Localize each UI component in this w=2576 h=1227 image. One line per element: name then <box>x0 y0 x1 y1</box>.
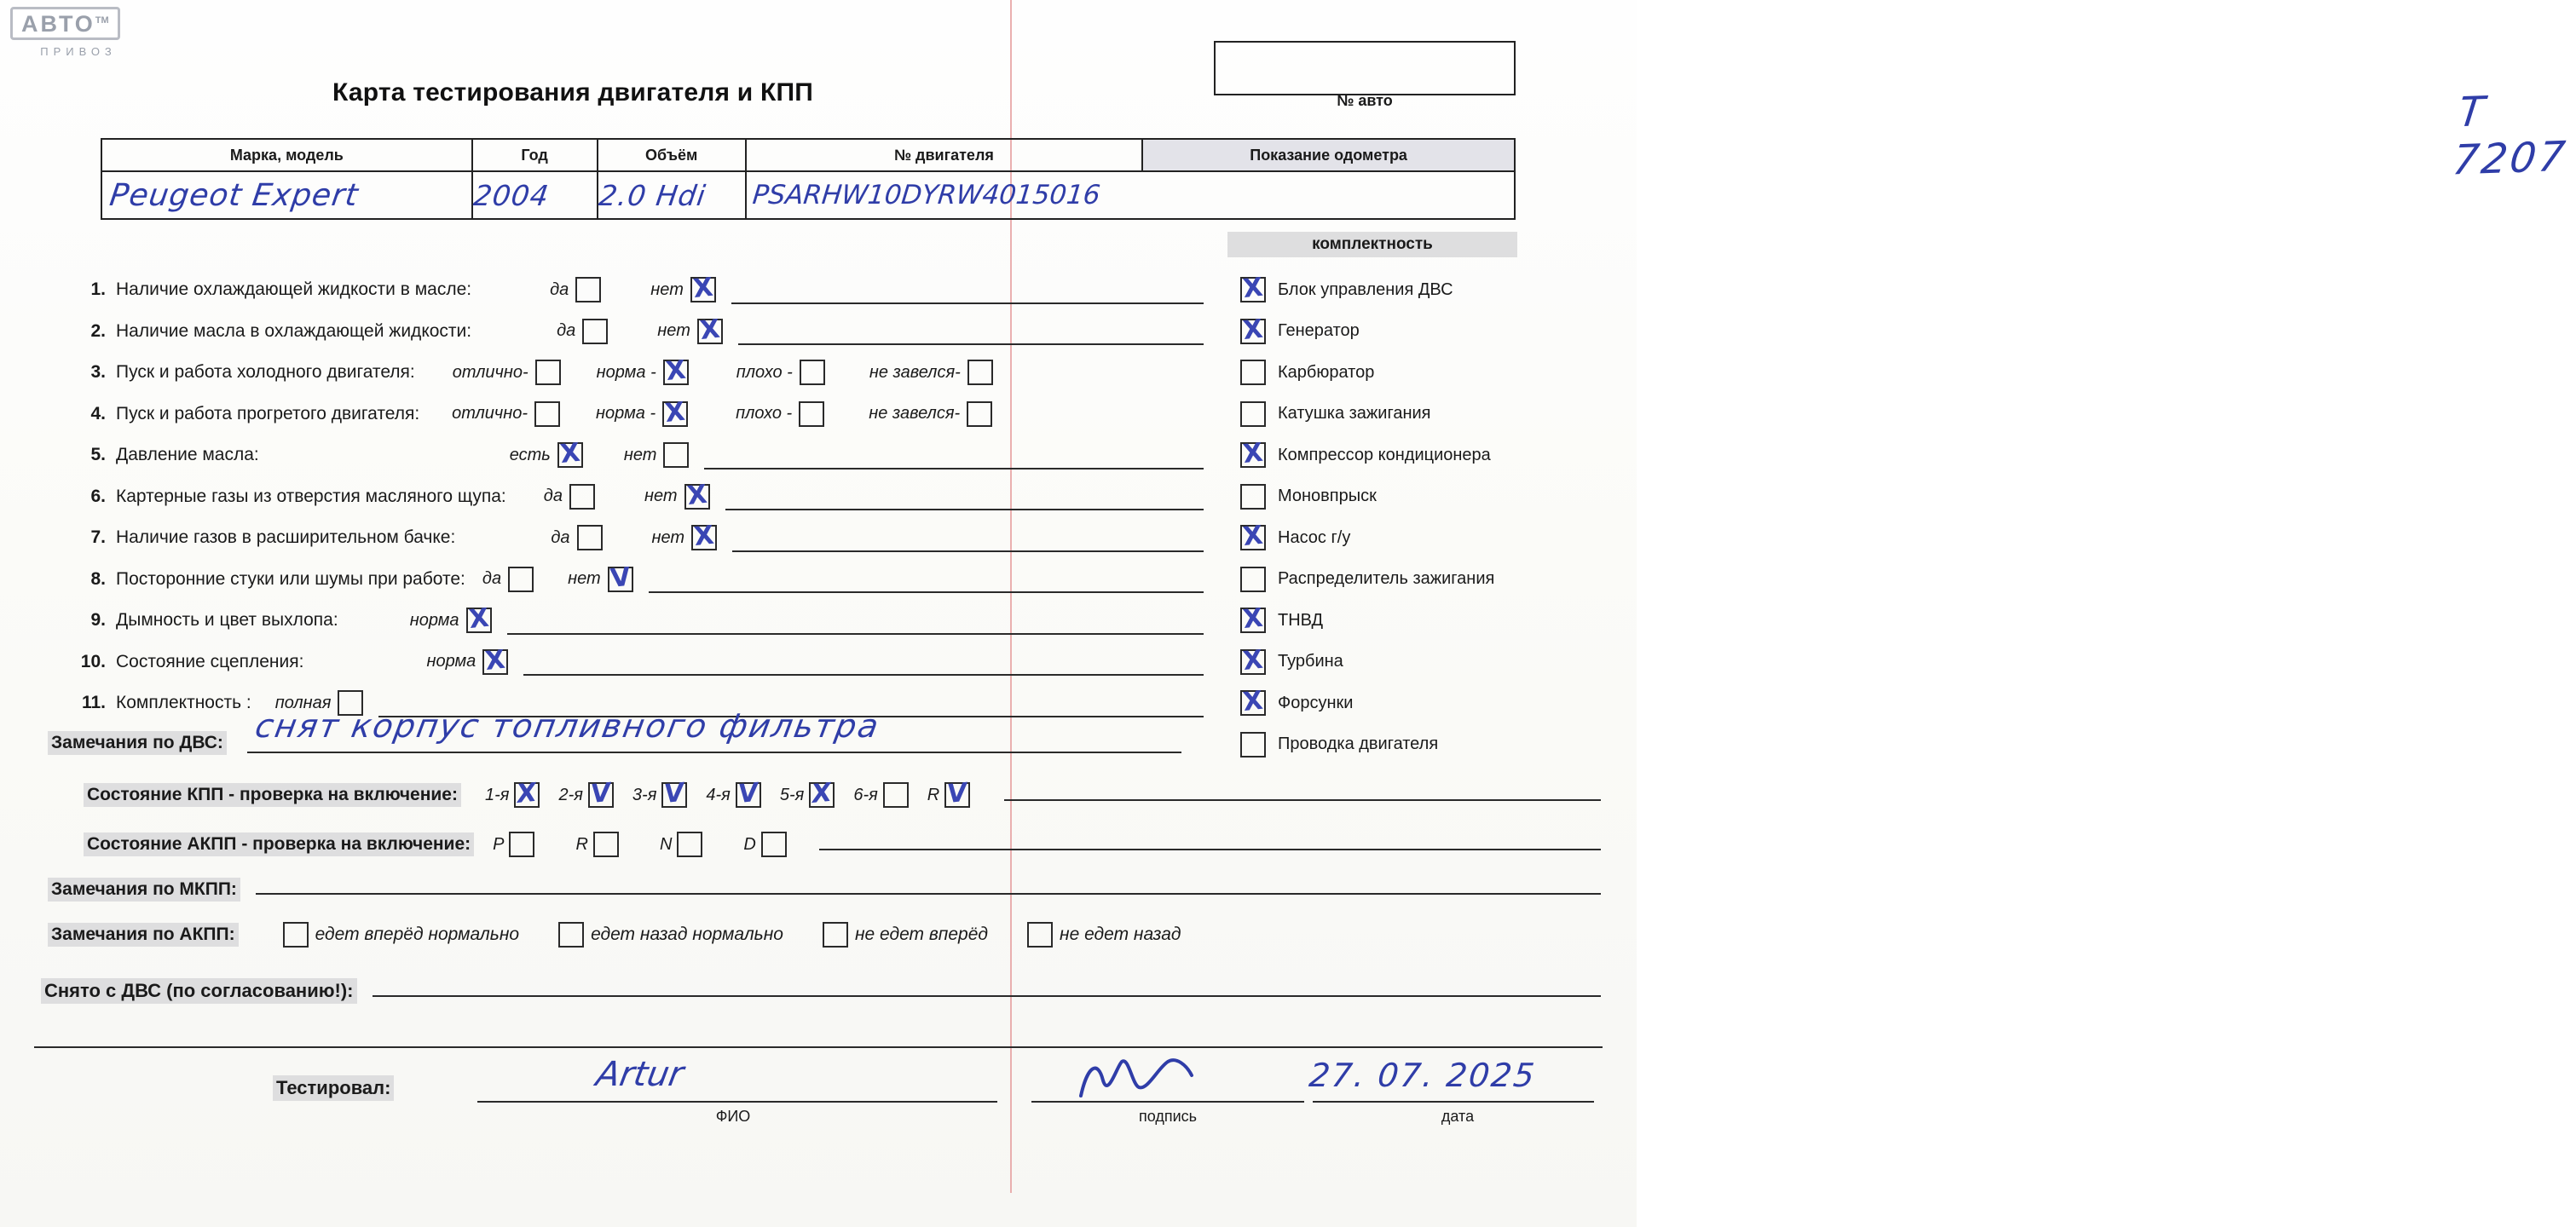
writing-rule <box>738 343 1204 345</box>
value-marka: Peugeot Expert <box>107 177 361 213</box>
checklist-row-3 <box>70 352 1212 394</box>
option-label: да <box>482 569 502 589</box>
row-label: Наличие масла в охлаждающей жидкости: <box>116 320 472 341</box>
value-obem: 2.0 Hdi <box>596 178 708 212</box>
checkbox-turbina[interactable] <box>1240 649 1266 675</box>
completeness-item-label: Проводка двигателя <box>1278 734 1439 754</box>
akpp-position-label: R <box>575 834 588 854</box>
checkbox-raspredelitel-zazhiganiya[interactable] <box>1240 567 1266 592</box>
row-number: 10. <box>80 651 106 671</box>
option-plokho[interactable] <box>736 360 825 385</box>
akpp-label: Состояние АКПП - проверка на включение: <box>84 832 474 856</box>
completeness-item-label: Блок управления ДВС <box>1278 279 1453 299</box>
watermark-box <box>10 7 120 40</box>
checkbox-monovprysk[interactable] <box>1240 484 1266 510</box>
checkbox-1-da[interactable] <box>575 277 601 302</box>
remarks-mkpp-rule <box>256 893 1601 895</box>
completeness-item-label: Карбюратор <box>1278 362 1375 382</box>
cell-marka <box>101 171 472 219</box>
checkbox-6-da[interactable] <box>569 484 595 510</box>
akpp-position-label: D <box>743 834 756 854</box>
row-label: Дымность и цвет выхлопа: <box>116 610 338 631</box>
gear-2[interactable] <box>558 782 613 808</box>
option-da[interactable] <box>551 525 602 550</box>
completeness-item[interactable] <box>1240 724 1607 766</box>
checkbox-akpp-p[interactable] <box>509 832 534 857</box>
akpp-position-p[interactable] <box>493 832 534 857</box>
row-number: 11. <box>81 693 106 713</box>
completeness-item[interactable] <box>1240 352 1607 394</box>
akpp-option-no-forward[interactable] <box>823 922 988 948</box>
completeness-item[interactable] <box>1240 311 1607 353</box>
gear-label: 2-я <box>558 785 583 804</box>
row-number: 6. <box>90 486 106 506</box>
option-norma[interactable] <box>596 401 688 427</box>
option-label: есть <box>509 445 551 464</box>
gear-label: 6-я <box>853 785 878 804</box>
writing-rule <box>704 468 1204 469</box>
cell-engine-number <box>746 171 1515 219</box>
checkbox-2-net[interactable] <box>697 319 723 344</box>
checkbox-3-ne-zavelsya[interactable] <box>967 360 993 385</box>
tester-name-value: Artur <box>592 1055 687 1094</box>
completeness-item-label: Моновпрыск <box>1278 487 1377 506</box>
akpp-option-reverse-ok[interactable] <box>558 922 783 948</box>
checkbox-katushka-zazhiganiya[interactable] <box>1240 401 1266 427</box>
cell-god <box>472 171 598 219</box>
checkbox-4-ne-zavelsya[interactable] <box>967 401 992 427</box>
completeness-item[interactable] <box>1240 476 1607 518</box>
completeness-item-label: Насос г/у <box>1278 527 1351 547</box>
vehicle-table <box>101 138 1516 220</box>
checkbox-5-est[interactable] <box>557 442 583 468</box>
akpp-row <box>84 832 1609 857</box>
checklist-row-9 <box>70 600 1212 642</box>
checklist-row-6 <box>70 476 1212 518</box>
row-label: Наличие газов в расширительном бачке: <box>116 527 456 548</box>
completeness-item-label: Турбина <box>1278 652 1343 671</box>
signature-caption: подпись <box>1138 1108 1198 1125</box>
checkbox-akpp-r[interactable] <box>593 832 619 857</box>
gear-r[interactable] <box>927 782 970 808</box>
option-est[interactable] <box>510 442 583 468</box>
checkbox-8-da[interactable] <box>508 567 534 592</box>
akpp-option-label: не едет вперёд <box>854 925 989 944</box>
checkbox-akpp-no-reverse[interactable] <box>1027 922 1053 948</box>
akpp-option-label: едет назад нормально <box>591 925 783 944</box>
option-net[interactable] <box>568 567 633 592</box>
option-label: отлично- <box>452 362 528 382</box>
checkbox-1-net[interactable] <box>690 277 716 302</box>
completeness-item[interactable] <box>1240 394 1607 435</box>
checklist-row-10 <box>70 642 1212 683</box>
option-ne-zavelsya[interactable] <box>869 401 992 427</box>
header-marka: Марка, модель <box>101 139 472 171</box>
option-label: норма <box>409 610 459 630</box>
checkbox-forsunki[interactable] <box>1240 690 1266 716</box>
remarks-engine-value: снят корпус топливного фильтра <box>252 707 883 745</box>
checkbox-8-net[interactable] <box>608 567 633 592</box>
option-net[interactable] <box>624 442 690 468</box>
checkbox-akpp-n[interactable] <box>677 832 702 857</box>
remarks-mkpp-label: Замечания по МКПП: <box>48 878 240 902</box>
checkbox-akpp-forward-ok[interactable] <box>283 922 309 948</box>
header-god: Год <box>472 139 598 171</box>
akpp-option-label: едет вперёд нормально <box>315 925 520 944</box>
option-label: нет <box>568 569 601 589</box>
checkbox-7-net[interactable] <box>691 525 717 550</box>
completeness-item-label: Распределитель зажигания <box>1278 569 1495 589</box>
removed-rule <box>373 995 1601 997</box>
option-norma[interactable] <box>410 608 492 633</box>
option-otlichno[interactable] <box>453 360 561 385</box>
option-label: да <box>543 487 563 506</box>
option-label: полная <box>274 693 332 712</box>
gear-label: 3-я <box>632 785 657 804</box>
akpp-option-label: не едет назад <box>1060 925 1181 944</box>
value-engine-number: PSARHW10DYRW4015016 <box>750 180 1102 210</box>
row-number: 1. <box>90 279 106 300</box>
checkbox-provodka-dvigatelya[interactable] <box>1240 732 1266 758</box>
akpp-position-label: P <box>493 834 505 854</box>
completeness-item[interactable] <box>1240 642 1607 683</box>
auto-number-value: T 7207 <box>2450 87 2571 185</box>
checkbox-nasos-gu[interactable] <box>1240 525 1266 550</box>
checklist-row-4 <box>70 394 1212 435</box>
completeness-item-label: Генератор <box>1278 321 1360 341</box>
row-label: Пуск и работа прогретого двигателя: <box>116 403 420 423</box>
gear-label: 5-я <box>779 785 805 804</box>
completeness-item-label: Компрессор кондиционера <box>1278 445 1491 464</box>
watermark-bottom-text: ПРИВОЗ <box>40 45 117 58</box>
checklist-row-1 <box>70 269 1212 311</box>
completeness-item[interactable] <box>1240 683 1607 724</box>
date-value: 27. 07. 2025 <box>1307 1057 1539 1094</box>
date-caption: дата <box>1441 1108 1475 1125</box>
option-label: плохо - <box>736 404 793 423</box>
option-norma[interactable] <box>597 360 689 385</box>
row-label: Картерные газы из отверстия масляного щупа: <box>116 486 506 506</box>
date-line <box>1313 1101 1594 1103</box>
completeness-title: комплектность <box>1227 232 1517 257</box>
gear-3[interactable] <box>632 782 687 808</box>
akpp-position-label: N <box>659 834 673 854</box>
mkpp-rule <box>1004 799 1601 801</box>
gear-label: 4-я <box>706 785 731 804</box>
value-god: 2004 <box>471 178 552 212</box>
option-da[interactable] <box>482 567 534 592</box>
writing-rule <box>732 550 1204 552</box>
checkbox-3-norma[interactable] <box>663 360 689 385</box>
option-label: норма - <box>596 404 656 423</box>
option-label: да <box>550 279 569 299</box>
completeness-item[interactable] <box>1240 559 1607 601</box>
writing-rule <box>507 633 1204 635</box>
completeness-item-label: Форсунки <box>1278 693 1354 712</box>
option-otlichno[interactable] <box>452 401 560 427</box>
checkbox-4-otlichno[interactable] <box>534 401 560 427</box>
option-label: нет <box>623 445 657 464</box>
gear-5[interactable] <box>780 782 835 808</box>
option-label: плохо - <box>736 362 793 382</box>
option-label: нет <box>651 527 685 547</box>
row-number: 4. <box>90 403 106 423</box>
checklist-row-7 <box>70 517 1212 559</box>
checkbox-karbyurator[interactable] <box>1240 360 1266 385</box>
gear-label: 1-я <box>484 785 510 804</box>
writing-rule <box>649 591 1204 593</box>
row-number: 5. <box>90 445 106 465</box>
mkpp-row <box>84 782 1609 808</box>
option-ne-zavelsya[interactable] <box>869 360 993 385</box>
checkbox-akpp-no-forward[interactable] <box>823 922 848 948</box>
checkbox-kompressor-konditsionera[interactable] <box>1240 442 1266 468</box>
akpp-position-n[interactable] <box>660 832 702 857</box>
checkbox-7-da[interactable] <box>577 525 603 550</box>
option-net[interactable] <box>657 319 723 344</box>
auto-number-label: № авто <box>1337 92 1393 109</box>
akpp-position-d[interactable] <box>743 832 786 857</box>
watermark-top-text <box>21 13 109 36</box>
row-number: 8. <box>90 568 106 589</box>
row-number: 2. <box>90 320 106 341</box>
checkbox-9-norma[interactable] <box>466 608 492 633</box>
checkbox-gear-3[interactable] <box>661 782 687 808</box>
page-title: Карта тестирования двигателя и КПП <box>332 78 813 107</box>
completeness-item[interactable] <box>1240 517 1607 559</box>
row-label: Состояние сцепления: <box>116 651 304 671</box>
checkbox-gear-5[interactable] <box>809 782 835 808</box>
header-odometer: Показание одометра <box>1142 139 1515 171</box>
akpp-option-no-reverse[interactable] <box>1027 922 1181 948</box>
checkbox-4-norma[interactable] <box>662 401 688 427</box>
checkbox-gear-4[interactable] <box>736 782 761 808</box>
checkbox-5-net[interactable] <box>663 442 689 468</box>
option-label: нет <box>650 279 684 299</box>
checkbox-3-otlichno[interactable] <box>535 360 561 385</box>
writing-rule <box>731 302 1204 304</box>
option-plokho[interactable] <box>736 401 824 427</box>
watermark-brand: АВТО <box>21 11 95 37</box>
remarks-mkpp-row <box>48 878 1609 902</box>
checklist-row-8 <box>70 559 1212 601</box>
remarks-engine-rule <box>247 752 1181 753</box>
checkbox-akpp-reverse-ok[interactable] <box>558 922 584 948</box>
option-da[interactable] <box>557 319 608 344</box>
completeness-list <box>1240 269 1607 765</box>
option-label: да <box>551 527 570 547</box>
row-label: Посторонние стуки или шумы при работе: <box>116 568 465 589</box>
option-label: норма - <box>596 362 656 382</box>
checkbox-10-norma[interactable] <box>482 649 508 675</box>
gear-label: R <box>927 785 940 804</box>
option-label: отлично- <box>452 404 528 423</box>
completeness-item-label: Катушка зажигания <box>1278 404 1431 423</box>
cell-obem <box>598 171 746 219</box>
writing-rule <box>523 674 1204 676</box>
option-label: нет <box>657 321 690 341</box>
header-obem: Объём <box>598 139 746 171</box>
option-label: нет <box>644 487 678 506</box>
fio-caption: ФИО <box>715 1108 751 1125</box>
checkbox-blok-upravleniya[interactable] <box>1240 277 1266 302</box>
row-number: 9. <box>90 610 106 631</box>
remarks-engine-row <box>48 707 1181 755</box>
option-net[interactable] <box>644 484 710 510</box>
row-label: Пуск и работа холодного двигателя: <box>116 362 415 383</box>
footer-divider <box>34 1046 1603 1048</box>
option-net[interactable] <box>650 277 716 302</box>
remarks-engine-label: Замечания по ДВС: <box>48 731 227 755</box>
akpp-option-forward-ok[interactable] <box>283 922 519 948</box>
removed-row <box>41 978 1609 1004</box>
checkbox-tnvd[interactable] <box>1240 608 1266 633</box>
checkbox-gear-6[interactable] <box>883 782 909 808</box>
completeness-item[interactable] <box>1240 435 1607 476</box>
checkbox-akpp-d[interactable] <box>761 832 787 857</box>
checkbox-gear-r[interactable] <box>944 782 970 808</box>
akpp-position-r[interactable] <box>575 832 618 857</box>
row-label: Давление масла: <box>116 445 259 465</box>
watermark-tm: ТМ <box>95 15 109 26</box>
fio-line <box>477 1101 997 1103</box>
gear-1[interactable] <box>485 782 540 808</box>
option-label: норма <box>426 652 477 671</box>
completeness-item[interactable] <box>1240 269 1607 311</box>
vehicle-table-header-row <box>101 139 1515 171</box>
checklist-row-2 <box>70 311 1212 353</box>
writing-rule <box>725 509 1204 510</box>
header-engine-number: № двигателя <box>746 139 1143 171</box>
option-net[interactable] <box>652 525 718 550</box>
checkbox-2-da[interactable] <box>582 319 608 344</box>
mkpp-label: Состояние КПП - проверка на включение: <box>84 783 461 807</box>
remarks-akpp-label: Замечания по АКПП: <box>48 923 239 947</box>
tester-label: Тестировал: <box>273 1075 394 1101</box>
row-number: 7. <box>90 527 106 548</box>
gear-6[interactable] <box>853 782 908 808</box>
checkbox-6-net[interactable] <box>684 484 710 510</box>
engine-checklist <box>70 269 1212 724</box>
option-label: не завелся- <box>869 404 961 423</box>
watermark-logo <box>10 7 147 58</box>
vehicle-table-value-row <box>101 171 1515 219</box>
row-label: Комплектность : <box>116 693 251 713</box>
checkbox-generator[interactable] <box>1240 319 1266 344</box>
option-label: не завелся- <box>869 362 961 382</box>
tester-label-wrap <box>273 1075 394 1101</box>
option-norma[interactable] <box>426 649 508 675</box>
gear-4[interactable] <box>706 782 760 808</box>
checklist-row-5 <box>70 435 1212 476</box>
completeness-item[interactable] <box>1240 600 1607 642</box>
option-da[interactable] <box>550 277 601 302</box>
row-label: Наличие охлаждающей жидкости в масле: <box>116 279 472 300</box>
removed-label: Снято с ДВС (по согласованию!): <box>41 978 357 1004</box>
option-da[interactable] <box>544 484 595 510</box>
akpp-rule <box>819 849 1601 850</box>
row-number: 3. <box>90 362 106 383</box>
option-label: да <box>557 321 576 341</box>
checkbox-4-plokho[interactable] <box>799 401 824 427</box>
signature-mark <box>1076 1050 1195 1103</box>
remarks-akpp-row <box>48 922 1609 948</box>
completeness-item-label: ТНВД <box>1278 610 1324 630</box>
checkbox-gear-2[interactable] <box>588 782 614 808</box>
checkbox-3-plokho[interactable] <box>800 360 825 385</box>
checkbox-gear-1[interactable] <box>514 782 540 808</box>
